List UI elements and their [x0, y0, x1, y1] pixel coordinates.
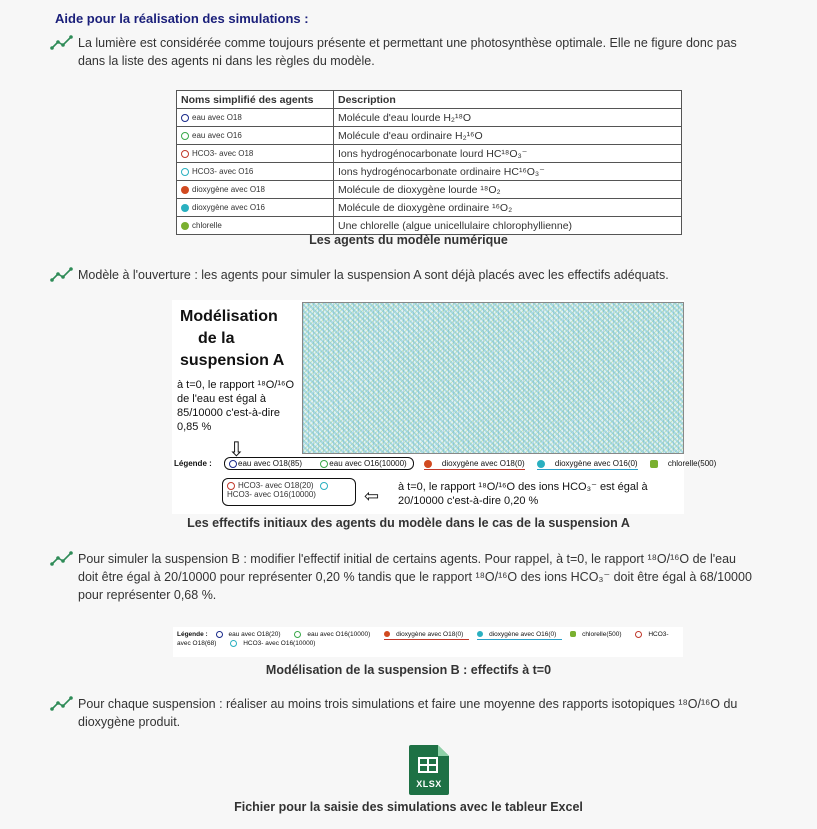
- legend-item: dioxygène avec O18(0): [441, 459, 525, 468]
- xlsx-file-link[interactable]: [409, 745, 449, 795]
- circle-outline-icon: [229, 460, 237, 468]
- table-row: [177, 127, 682, 145]
- circle-outline-icon: [181, 132, 189, 140]
- circle-outline-icon: [227, 482, 235, 490]
- legend-item-label: eau avec O16(10000): [307, 631, 371, 638]
- circle-filled-icon: [384, 631, 390, 637]
- simulation-canvas: [302, 302, 684, 454]
- agent-name: eau avec O16: [192, 131, 242, 140]
- table-row: [177, 145, 682, 163]
- model-note-water: à t=0, le rapport ¹⁸O/¹⁶O de l'eau est égal à 85/10000 c'est-à-dire 0,85 %: [177, 379, 295, 433]
- agent-description: Ions hydrogénocarbonate ordinaire HC¹⁶O₃⁻: [334, 163, 682, 181]
- model-note-hco3: à t=0, le rapport ¹⁸O/¹⁶O des ions HCO₃⁻ est égal à 20/10000 c'est-à-dire 0,20 %: [398, 481, 648, 507]
- model-title: [180, 306, 284, 372]
- section-heading: Aide pour la réalisation des simulations :: [55, 11, 309, 26]
- bullet-chart-icon: [50, 34, 74, 52]
- legend-item: dioxygène avec O16(0): [554, 459, 638, 468]
- circle-outline-icon: [181, 114, 189, 122]
- model-title-line: suspension A: [180, 352, 285, 369]
- agents-table-body: [177, 109, 682, 235]
- legend-water-group: [224, 457, 414, 470]
- legend-suspension-b: [173, 627, 683, 657]
- circle-filled-icon: [181, 222, 189, 230]
- agent-name-cell: [177, 181, 334, 199]
- model-title-line: de la: [198, 330, 235, 347]
- circle-outline-icon: [216, 631, 223, 638]
- arrow-left-icon: ⇦: [364, 486, 380, 506]
- legend-item: [384, 631, 469, 640]
- chlorelle-icon: [650, 460, 658, 468]
- agent-name-cell: [177, 199, 334, 217]
- bullet-model-opening: [78, 266, 758, 284]
- arrow-down-icon: ⇩: [228, 439, 245, 461]
- agent-name-cell: [177, 217, 334, 235]
- legend-item-label: HCO3- avec O16(10000): [243, 640, 316, 647]
- agent-name: HCO3- avec O18: [192, 149, 254, 158]
- legend-o2-16: [537, 459, 638, 470]
- bullet-text: Modèle à l'ouverture : les agents pour simuler la suspension A sont déjà placés avec les effectifs adéquats.: [78, 268, 669, 282]
- agent-description: Molécule de dioxygène lourde ¹⁸O₂: [334, 181, 682, 199]
- caption-excel-file[interactable]: Fichier pour la saisie des simulations avec le tableur Excel: [234, 800, 583, 814]
- agent-name: eau avec O18: [192, 113, 242, 122]
- agent-description: Une chlorelle (algue unicellulaire chlorophyllienne): [334, 217, 682, 235]
- legend-o2-18: [424, 459, 525, 470]
- circle-outline-icon: [320, 460, 328, 468]
- legend-label: Légende :: [177, 631, 208, 638]
- bullet-chart-icon: [50, 695, 74, 713]
- legend-item: chlorelle(500): [667, 459, 717, 468]
- model-suspension-a-figure: [172, 300, 717, 514]
- legend-item: [294, 631, 376, 638]
- legend-hco3-group: [222, 478, 356, 506]
- spreadsheet-grid-icon: [418, 757, 438, 773]
- table-header-name: Noms simplifié des agents: [177, 91, 334, 109]
- agent-description: Molécule de dioxygène ordinaire ¹⁶O₂: [334, 199, 682, 217]
- legend-item-label: HCO3- avec O18(68): [177, 631, 669, 647]
- agent-description: Molécule d'eau ordinaire H₂¹⁶O: [334, 127, 682, 145]
- agent-description: Ions hydrogénocarbonate lourd HC¹⁸O₃⁻: [334, 145, 682, 163]
- circle-outline-icon: [294, 631, 301, 638]
- agent-name: dioxygène avec O16: [192, 203, 265, 212]
- bullet-chart-icon: [50, 266, 74, 284]
- circle-outline-icon: [635, 631, 642, 638]
- table-row: [177, 163, 682, 181]
- bullet-light: [78, 34, 758, 70]
- legend-label: Légende :: [174, 459, 212, 468]
- file-fold: [438, 745, 449, 756]
- circle-outline-icon: [181, 168, 189, 176]
- table-row: [177, 181, 682, 199]
- chlorelle-icon: [570, 631, 576, 637]
- bullet-text: Pour simuler la suspension B : modifier l'effectif initial de certains agents. Pour rappel, à t=0, le rapport ¹⁸O/¹⁶O de l'eau doit être égal à 20/10000 pour représenter 0,20 % tandis que le rapport ¹⁸O/¹⁶O des ions HCO₃⁻ doit être égal à 68/10000 pour représenter 0,68 %.: [78, 552, 752, 602]
- bullet-text: Pour chaque suspension : réaliser au moins trois simulations et faire une moyenne des rapports isotopiques ¹⁸O/¹⁶O du dioxygène produit.: [78, 697, 738, 729]
- table-header-description: Description: [334, 91, 682, 109]
- legend-item: [230, 640, 321, 647]
- circle-filled-icon: [424, 460, 432, 468]
- legend-item-label: eau avec O18(20): [228, 631, 281, 638]
- table-row: [177, 217, 682, 235]
- model-title-line: Modélisation: [180, 308, 278, 325]
- legend-item: [570, 631, 627, 638]
- legend-item: eau avec O16(10000): [329, 459, 407, 468]
- agent-name-cell: [177, 163, 334, 181]
- model-legend: [174, 459, 726, 468]
- circle-filled-icon: [477, 631, 483, 637]
- circle-outline-icon: [320, 482, 328, 490]
- legend-chlorelle: [650, 459, 716, 468]
- table-row: [177, 199, 682, 217]
- legend-item-label: dioxygène avec O18(0): [396, 631, 464, 638]
- legend-item-label: chlorelle(500): [582, 631, 622, 638]
- agent-description: Molécule d'eau lourde H₂¹⁸O: [334, 109, 682, 127]
- legend-item: HCO3- avec O18(20): [238, 481, 314, 490]
- agent-name-cell: [177, 127, 334, 145]
- bullet-simulations: [78, 695, 758, 731]
- agent-name-cell: [177, 145, 334, 163]
- agent-name: dioxygène avec O18: [192, 185, 265, 194]
- circle-outline-icon: [230, 640, 237, 647]
- agents-table: [176, 90, 682, 235]
- legend-item-label: dioxygène avec O16(0): [489, 631, 557, 638]
- caption-agents: Les agents du modèle numérique: [309, 233, 508, 247]
- circle-filled-icon: [537, 460, 545, 468]
- bullet-suspension-b: [78, 550, 758, 604]
- agent-name: chlorelle: [192, 221, 222, 230]
- circle-filled-icon: [181, 204, 189, 212]
- legend-item: [477, 631, 562, 640]
- caption-model-b: Modélisation de la suspension B : effectifs à t=0: [265, 663, 552, 677]
- agent-name: HCO3- avec O16: [192, 167, 254, 176]
- circle-filled-icon: [181, 186, 189, 194]
- bullet-text: La lumière est considérée comme toujours présente et permettant une photosynthèse optimale. Elle ne figure donc pas dans la liste des agents ni dans les règles du modèle.: [78, 36, 737, 68]
- agent-name-cell: [177, 109, 334, 127]
- bullet-chart-icon: [50, 550, 74, 568]
- legend-item: [216, 631, 287, 638]
- circle-outline-icon: [181, 150, 189, 158]
- legend-item: HCO3- avec O16(10000): [227, 490, 316, 499]
- caption-model-a: Les effectifs initiaux des agents du modèle dans le cas de la suspension A: [187, 516, 630, 530]
- table-row: [177, 109, 682, 127]
- file-type-label: XLSX: [416, 779, 442, 789]
- legend-item: eau avec O18(85): [238, 459, 303, 468]
